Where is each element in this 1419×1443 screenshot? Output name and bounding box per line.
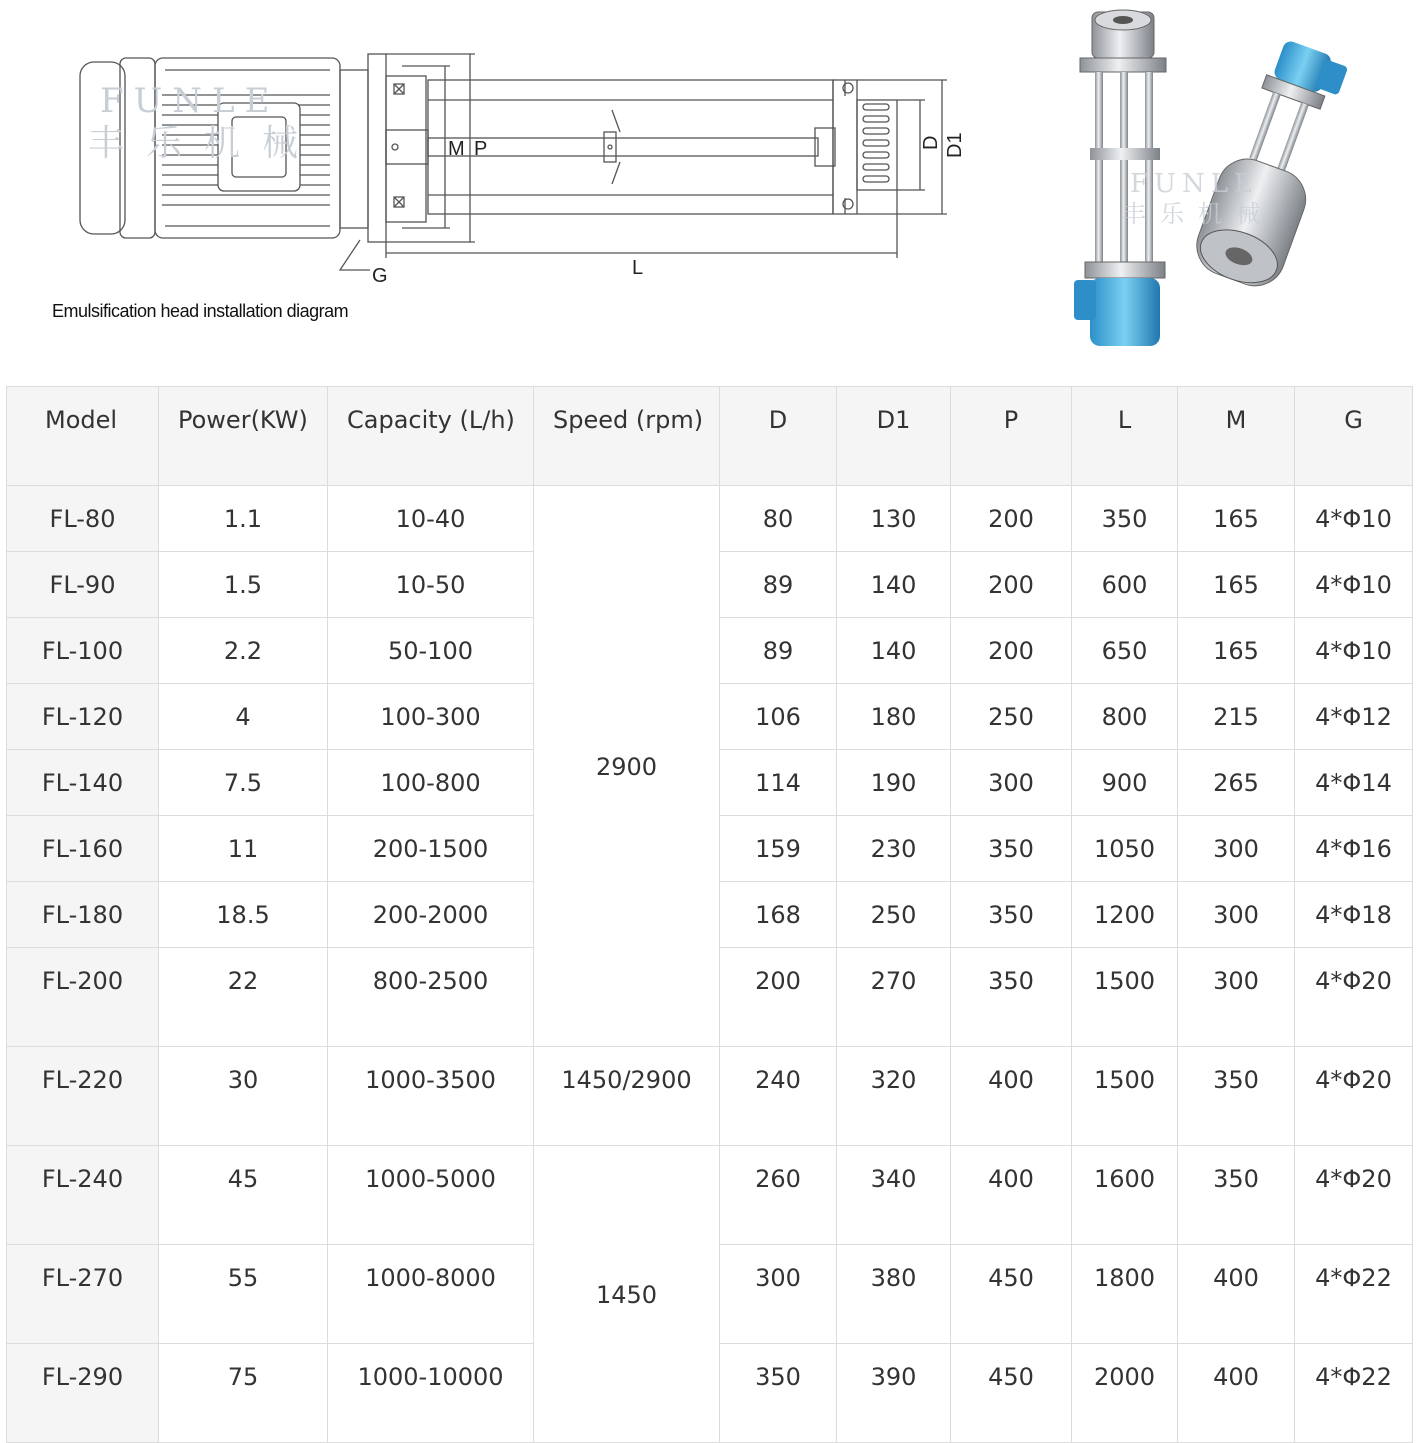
- cell-capacity: 200-2000: [328, 882, 534, 948]
- cell-power: 75: [159, 1344, 328, 1443]
- cell-power: 2.2: [159, 618, 328, 684]
- installation-diagram: [40, 30, 980, 330]
- cell-model: FL-200: [7, 948, 159, 1047]
- cell-d: 80: [720, 486, 837, 552]
- cell-speed: 2900: [534, 486, 720, 1047]
- diagram-watermark: FUNLE: [100, 81, 280, 121]
- cell-m: 300: [1178, 948, 1295, 1047]
- cell-d1: 340: [837, 1146, 951, 1245]
- cell-d: 114: [720, 750, 837, 816]
- label-p: P: [474, 138, 488, 160]
- cell-l: 1800: [1072, 1245, 1178, 1344]
- cell-m: 400: [1178, 1344, 1295, 1443]
- cell-g: 4*Φ20: [1295, 1047, 1413, 1146]
- header-capacity: Capacity (L/h): [328, 387, 534, 486]
- cell-p: 200: [951, 552, 1072, 618]
- table-row: [7, 1146, 1413, 1245]
- header-model: Model: [7, 387, 159, 486]
- cell-m: 300: [1178, 882, 1295, 948]
- cell-capacity: 200-1500: [328, 816, 534, 882]
- cell-g: 4*Φ20: [1295, 948, 1413, 1047]
- cell-model: FL-160: [7, 816, 159, 882]
- cell-l: 600: [1072, 552, 1178, 618]
- cell-capacity: 800-2500: [328, 948, 534, 1047]
- label-d1: D1: [944, 132, 966, 158]
- cell-d1: 380: [837, 1245, 951, 1344]
- cell-d1: 130: [837, 486, 951, 552]
- cell-model: FL-140: [7, 750, 159, 816]
- cell-d1: 390: [837, 1344, 951, 1443]
- cell-p: 300: [951, 750, 1072, 816]
- cell-d1: 140: [837, 552, 951, 618]
- cell-capacity: 100-300: [328, 684, 534, 750]
- spec-table: [6, 386, 1413, 1443]
- cell-p: 450: [951, 1245, 1072, 1344]
- diagram-watermark-cjk: 丰乐机械: [88, 123, 321, 164]
- cell-power: 30: [159, 1047, 328, 1146]
- cell-d: 240: [720, 1047, 837, 1146]
- header-g: G: [1295, 387, 1413, 486]
- photo-watermark-cjk: 丰乐机械: [1122, 200, 1274, 228]
- cell-m: 165: [1178, 486, 1295, 552]
- cell-power: 18.5: [159, 882, 328, 948]
- product-photo: [1060, 5, 1360, 360]
- cell-d1: 320: [837, 1047, 951, 1146]
- cell-d1: 270: [837, 948, 951, 1047]
- photo-watermark: FUNLE: [1130, 169, 1259, 199]
- cell-capacity: 10-40: [328, 486, 534, 552]
- cell-l: 1050: [1072, 816, 1178, 882]
- cell-d: 350: [720, 1344, 837, 1443]
- cell-m: 165: [1178, 618, 1295, 684]
- cell-m: 300: [1178, 816, 1295, 882]
- cell-g: 4*Φ10: [1295, 552, 1413, 618]
- cell-m: 350: [1178, 1047, 1295, 1146]
- cell-d: 260: [720, 1146, 837, 1245]
- cell-p: 250: [951, 684, 1072, 750]
- cell-power: 22: [159, 948, 328, 1047]
- cell-capacity: 1000-8000: [328, 1245, 534, 1344]
- cell-g: 4*Φ12: [1295, 684, 1413, 750]
- cell-p: 200: [951, 618, 1072, 684]
- cell-power: 7.5: [159, 750, 328, 816]
- cell-power: 45: [159, 1146, 328, 1245]
- cell-d1: 230: [837, 816, 951, 882]
- cell-model: FL-240: [7, 1146, 159, 1245]
- cell-power: 4: [159, 684, 328, 750]
- header-l: L: [1072, 387, 1178, 486]
- table-row: [7, 486, 1413, 552]
- header-p: P: [951, 387, 1072, 486]
- cell-model: FL-220: [7, 1047, 159, 1146]
- cell-p: 450: [951, 1344, 1072, 1443]
- header-power: Power(KW): [159, 387, 328, 486]
- cell-m: 350: [1178, 1146, 1295, 1245]
- header-m: M: [1178, 387, 1295, 486]
- cell-d: 159: [720, 816, 837, 882]
- cell-d: 106: [720, 684, 837, 750]
- cell-l: 350: [1072, 486, 1178, 552]
- cell-p: 350: [951, 816, 1072, 882]
- cell-g: 4*Φ22: [1295, 1344, 1413, 1443]
- header-d: D: [720, 387, 837, 486]
- cell-d: 300: [720, 1245, 837, 1344]
- cell-capacity: 50-100: [328, 618, 534, 684]
- cell-capacity: 100-800: [328, 750, 534, 816]
- label-g: G: [372, 265, 388, 287]
- cell-m: 400: [1178, 1245, 1295, 1344]
- cell-d: 89: [720, 552, 837, 618]
- cell-l: 1600: [1072, 1146, 1178, 1245]
- cell-model: FL-180: [7, 882, 159, 948]
- cell-l: 900: [1072, 750, 1178, 816]
- header-speed: Speed (rpm): [534, 387, 720, 486]
- cell-g: 4*Φ10: [1295, 618, 1413, 684]
- cell-power: 1.5: [159, 552, 328, 618]
- cell-power: 1.1: [159, 486, 328, 552]
- cell-g: 4*Φ18: [1295, 882, 1413, 948]
- label-l: L: [632, 257, 644, 279]
- cell-d: 168: [720, 882, 837, 948]
- cell-l: 650: [1072, 618, 1178, 684]
- cell-d: 89: [720, 618, 837, 684]
- cell-model: FL-100: [7, 618, 159, 684]
- cell-p: 200: [951, 486, 1072, 552]
- diagram-caption: Emulsification head installation diagram: [52, 301, 349, 321]
- cell-power: 11: [159, 816, 328, 882]
- cell-speed: 1450: [534, 1146, 720, 1443]
- cell-p: 400: [951, 1146, 1072, 1245]
- label-m: M: [448, 138, 465, 160]
- cell-d1: 180: [837, 684, 951, 750]
- cell-p: 350: [951, 882, 1072, 948]
- cell-m: 215: [1178, 684, 1295, 750]
- cell-p: 350: [951, 948, 1072, 1047]
- cell-g: 4*Φ22: [1295, 1245, 1413, 1344]
- cell-model: FL-90: [7, 552, 159, 618]
- cell-l: 2000: [1072, 1344, 1178, 1443]
- cell-speed: 1450/2900: [534, 1047, 720, 1146]
- cell-model: FL-120: [7, 684, 159, 750]
- cell-g: 4*Φ14: [1295, 750, 1413, 816]
- cell-capacity: 10-50: [328, 552, 534, 618]
- header-d1: D1: [837, 387, 951, 486]
- cell-g: 4*Φ16: [1295, 816, 1413, 882]
- cell-model: FL-80: [7, 486, 159, 552]
- cell-l: 1500: [1072, 948, 1178, 1047]
- cell-l: 1200: [1072, 882, 1178, 948]
- cell-m: 165: [1178, 552, 1295, 618]
- cell-d1: 140: [837, 618, 951, 684]
- label-d: D: [920, 135, 942, 150]
- cell-g: 4*Φ20: [1295, 1146, 1413, 1245]
- cell-model: FL-270: [7, 1245, 159, 1344]
- table-row: [7, 1047, 1413, 1146]
- cell-capacity: 1000-3500: [328, 1047, 534, 1146]
- cell-g: 4*Φ10: [1295, 486, 1413, 552]
- cell-d: 200: [720, 948, 837, 1047]
- cell-power: 55: [159, 1245, 328, 1344]
- table-header-row: [7, 387, 1413, 486]
- cell-model: FL-290: [7, 1344, 159, 1443]
- cell-d1: 250: [837, 882, 951, 948]
- cell-m: 265: [1178, 750, 1295, 816]
- cell-capacity: 1000-5000: [328, 1146, 534, 1245]
- cell-p: 400: [951, 1047, 1072, 1146]
- cell-capacity: 1000-10000: [328, 1344, 534, 1443]
- cell-l: 1500: [1072, 1047, 1178, 1146]
- cell-l: 800: [1072, 684, 1178, 750]
- cell-d1: 190: [837, 750, 951, 816]
